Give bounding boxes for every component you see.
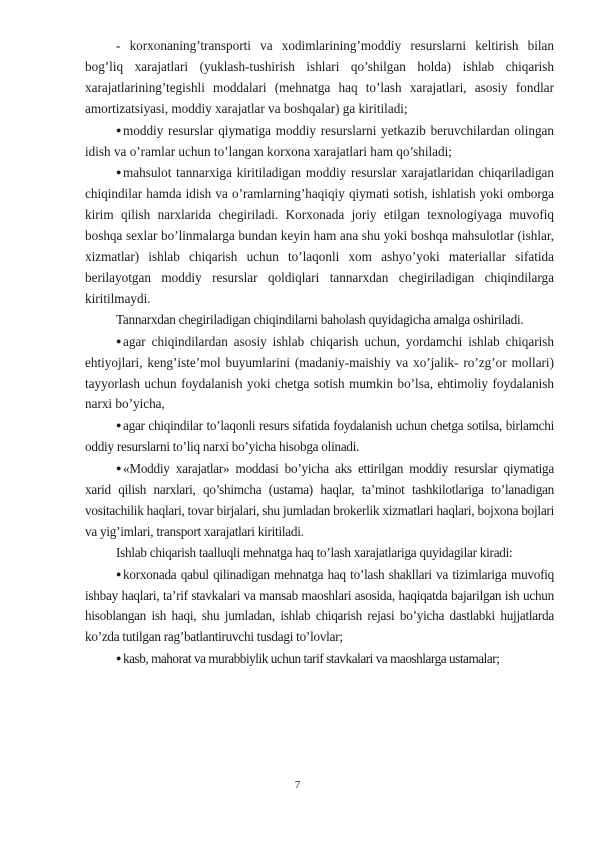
paragraph-text: Ishlab chiqarish taalluqli mehnatga haq to’lash xarajatlariga quyidagilar kiradi:: [116, 544, 513, 560]
bullet-icon: ●: [116, 653, 121, 664]
bullet-icon: ●: [116, 568, 122, 579]
bullet-icon: ●: [116, 167, 122, 178]
paragraph-text: agar chiqindilardan asosiy ishlab chiqarish uchun, yordamchi ishlab chiqarish ehtiyojlari, keng’iste’mol buyumlarini (madaniy-maishiy va xo’jalik- ro’zg’or mollari) tayyorlash uchun foydalanish yoki chetga sotish mumkin bo’lsa, ehtimoliy foydalanish narxi bo’yicha,: [85, 333, 554, 412]
paragraph-text: mahsulot tannarxiga kiritiladigan moddiy resurslar xarajatlaridan chiqariladigan chiqindilar hamda idish va o’ramlarning’haqiqiy qiymati sotish, ishlatish yoki omborga kirim qilish narxlarida chegiriladi. Korxonada joriy etilgan texnologiyaga muvofiq boshqa sexlar bo’linmalarga bundan keyin ham ana shu yoki boshqa mahsulotlar (ishlar, xizmatlar) ishlab chiqarish uchun to’laqonli xom ashyo’yoki materiallar sifatida berilayotgan moddiy resurslar qoldiqlari tannarxdan chegiriladigan chiqindilarga kiritilmaydi.: [85, 165, 554, 306]
page-number: 7: [294, 779, 301, 791]
paragraph-waste-usage-price: [85, 331, 554, 416]
paragraph-waste-deduction: [85, 162, 554, 309]
paragraph-text: kasb, mahorat va murabbiylik uchun tarif stavkalari va maoshlarga ustamalar;: [123, 651, 500, 667]
paragraph-waste-valuation-intro: [85, 310, 554, 331]
bullet-icon: ●: [116, 463, 122, 474]
paragraph-waste-full-price: [85, 415, 554, 458]
bullet-icon: ●: [116, 420, 122, 431]
paragraph-transport-costs: [85, 36, 554, 120]
paragraph-text: agar chiqindilar to’laqonli resurs sifatida foydalanish uchun chetga sotilsa, birlamchi oddiy resurslarni to’liq narxi bo’yicha hisobga olinadi.: [85, 418, 554, 455]
paragraph-text: Tannarxdan chegiriladigan chiqindilarni baholash quyidagicha amalga oshiriladi.: [116, 311, 524, 327]
bullet-icon: ●: [116, 124, 122, 135]
paragraph-text: - korxonaning’transporti va xodimlarining’moddiy resurslarni keltirish bilan bog’liq xarajatlari (yuklash-tushirish ishlari qo’shilgan holda) ishlab chiqarish xarajatlarining’tegishli moddalari (mehnatga haq to’lash xarajatlari, asosiy fondlar amortizatsiyasi, moddiy xarajatlar va boshqalar) ga kiritiladi;: [85, 38, 554, 116]
paragraph-material-costs-article: [85, 458, 554, 543]
paragraph-labor-costs-intro: [85, 543, 554, 564]
paragraph-text: moddiy resurslar qiymatiga moddiy resurslarni yetkazib beruvchilardan olingan idish va o’ramlar uchun to’langan korxona xarajatlari ham qo’shiladi;: [85, 122, 554, 159]
paragraph-packaging-costs: [85, 120, 554, 163]
paragraph-skill-bonuses: [85, 648, 554, 670]
paragraph-text: «Moddiy xarajatlar» moddasi bo’yicha aks ettirilgan moddiy resurslar qiymatiga xarid qilish narxlari, qo’shimcha (ustama) haqlar, ta’minot tashkilotlariga to’lanadigan vositachilik haqlari, tovar birjalari, shu jumladan brokerlik xizmatlari haqlari, bojxona bojlari va yig’imlari, transport xarajatlari kiritiladi.: [85, 461, 554, 539]
bullet-icon: ●: [116, 335, 122, 346]
paragraph-text: korxonada qabul qilinadigan mehnatga haq to’lash shakllari va tizimlariga muvofiq ishbay haqlari, ta’rif stavkalari va mansab maoshlari asosida, haqiqatda bajarilgan ish uchun hisoblangan ish haqi, shu jumladan, ishlab chiqarish rejasi bo’yicha dastlabki hujjatlarda ko’zda tutilgan rag’batlantiruvchi tusdagi to’lovlar;: [85, 566, 554, 645]
paragraph-piece-rate-wages: [85, 564, 554, 649]
